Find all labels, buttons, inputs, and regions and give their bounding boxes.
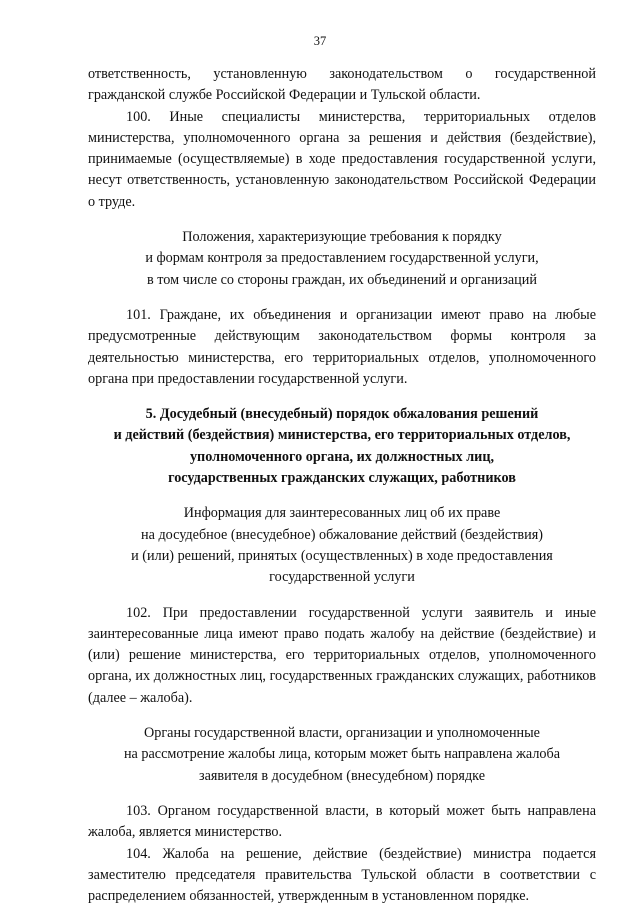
paragraph-104: 104. Жалоба на решение, действие (бездействие) министра подается заместителю председателя правительства Тульской области в соответствии с распределением обязанностей, утвержденным в установленном порядке.: [88, 844, 596, 907]
heading-line: заявителя в досудебном (внесудебном) порядке: [88, 766, 596, 787]
heading-line: Информация для заинтересованных лиц об их праве: [88, 503, 596, 524]
section-heading-line: 5. Досудебный (внесудебный) порядок обжалования решений: [88, 404, 596, 425]
heading-line: Положения, характеризующие требования к порядку: [88, 227, 596, 248]
heading-line: на рассмотрение жалобы лица, которым может быть направлена жалоба: [88, 744, 596, 765]
paragraph-102: 102. При предоставлении государственной услуги заявитель и иные заинтересованные лица имеют право подать жалобу на действие (бездействие) и (или) решение министерства, его территориальных отделов, уполномоченного органа, их должностных лиц, государственных гражданских служащих, работников (далее – жалоба).: [88, 603, 596, 709]
section-heading-line: уполномоченного органа, их должностных лиц,: [88, 447, 596, 468]
heading-line: Органы государственной власти, организации и уполномоченные: [88, 723, 596, 744]
heading-line: и формам контроля за предоставлением государственной услуги,: [88, 248, 596, 269]
heading-appeal-info: [88, 503, 596, 588]
heading-line: на досудебное (внесудебное) обжалование действий (бездействия): [88, 525, 596, 546]
paragraph-100: 100. Иные специалисты министерства, территориальных отделов министерства, уполномоченного органа за решения и действия (бездействие), принимаемые (осуществляемые) в ходе предоставления государственной услуги, несут ответственность, установленную законодательством Российской Федерации о труде.: [88, 107, 596, 213]
heading-line: в том числе со стороны граждан, их объединений и организаций: [88, 270, 596, 291]
paragraph-continuation: ответственность, установленную законодательством о государственной гражданской службе Российской Федерации и Тульской области.: [88, 64, 596, 107]
heading-line: и (или) решений, принятых (осуществленных) в ходе предоставления: [88, 546, 596, 567]
section-5-heading: [88, 404, 596, 489]
paragraph-101: 101. Граждане, их объединения и организации имеют право на любые предусмотренные действующим законодательством формы контроля за деятельностью министерства, его территориальных отделов, уполномоченного органа при предоставлении государственной услуги.: [88, 305, 596, 390]
heading-control-requirements: [88, 227, 596, 291]
document-body: [88, 64, 596, 907]
section-heading-line: государственных гражданских служащих, работников: [88, 468, 596, 489]
paragraph-103: 103. Органом государственной власти, в который может быть направлена жалоба, является министерство.: [88, 801, 596, 844]
section-heading-line: и действий (бездействия) министерства, его территориальных отделов,: [88, 425, 596, 446]
page-number: 37: [0, 34, 640, 49]
heading-line: государственной услуги: [88, 567, 596, 588]
heading-authorities: [88, 723, 596, 787]
